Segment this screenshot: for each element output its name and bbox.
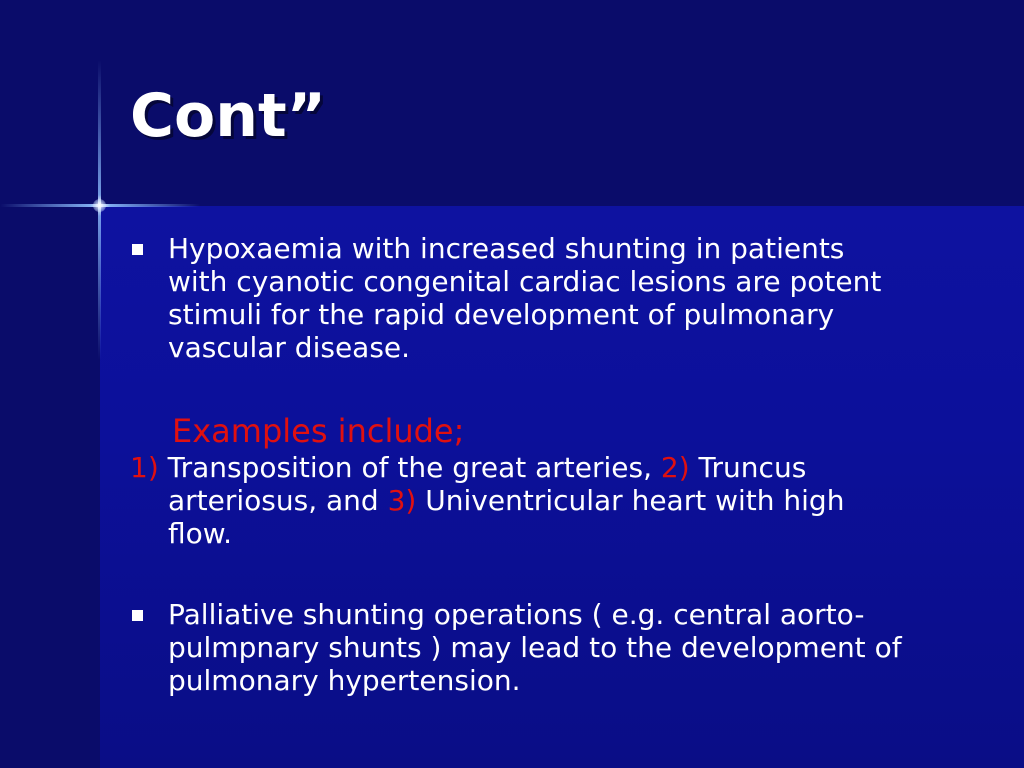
- examples-heading: Examples include;: [172, 412, 465, 450]
- lens-flare-star-icon: [93, 199, 106, 212]
- examples-list: [130, 451, 970, 550]
- bullet-line: stimuli for the rapid development of pulmonary: [168, 298, 835, 331]
- examples-line-2: [130, 484, 970, 517]
- bullet-line: Palliative shunting operations ( e.g. central aorto-: [168, 598, 865, 631]
- slide-title: Cont”: [130, 81, 327, 151]
- examples-line-3: [130, 517, 970, 550]
- example-text-3: Univentricular heart with high: [416, 484, 845, 517]
- bullet-palliative: [130, 598, 970, 697]
- example-text-2: Truncus: [689, 451, 807, 484]
- example-number-1: 1): [130, 451, 159, 484]
- square-bullet-icon: [132, 610, 143, 621]
- example-text-2b: arteriosus, and: [168, 484, 388, 517]
- background-left-band: [0, 206, 100, 768]
- bullet-line: pulmpnary shunts ) may lead to the development of: [168, 631, 902, 664]
- bullet-hypoxaemia: [130, 232, 970, 364]
- bullet-line: Hypoxaemia with increased shunting in patients: [168, 232, 845, 265]
- example-number-3: 3): [387, 484, 417, 517]
- bullet-line: with cyanotic congenital cardiac lesions are potent: [168, 265, 882, 298]
- bullet-line: vascular disease.: [168, 331, 411, 364]
- slide-body: [130, 232, 970, 697]
- example-text-3b: flow.: [168, 517, 232, 550]
- example-number-2: 2): [660, 451, 690, 484]
- bullet-line: pulmonary hypertension.: [168, 664, 521, 697]
- examples-line-1: [130, 451, 970, 484]
- square-bullet-icon: [132, 244, 143, 255]
- example-text-1: Transposition of the great arteries,: [158, 451, 661, 484]
